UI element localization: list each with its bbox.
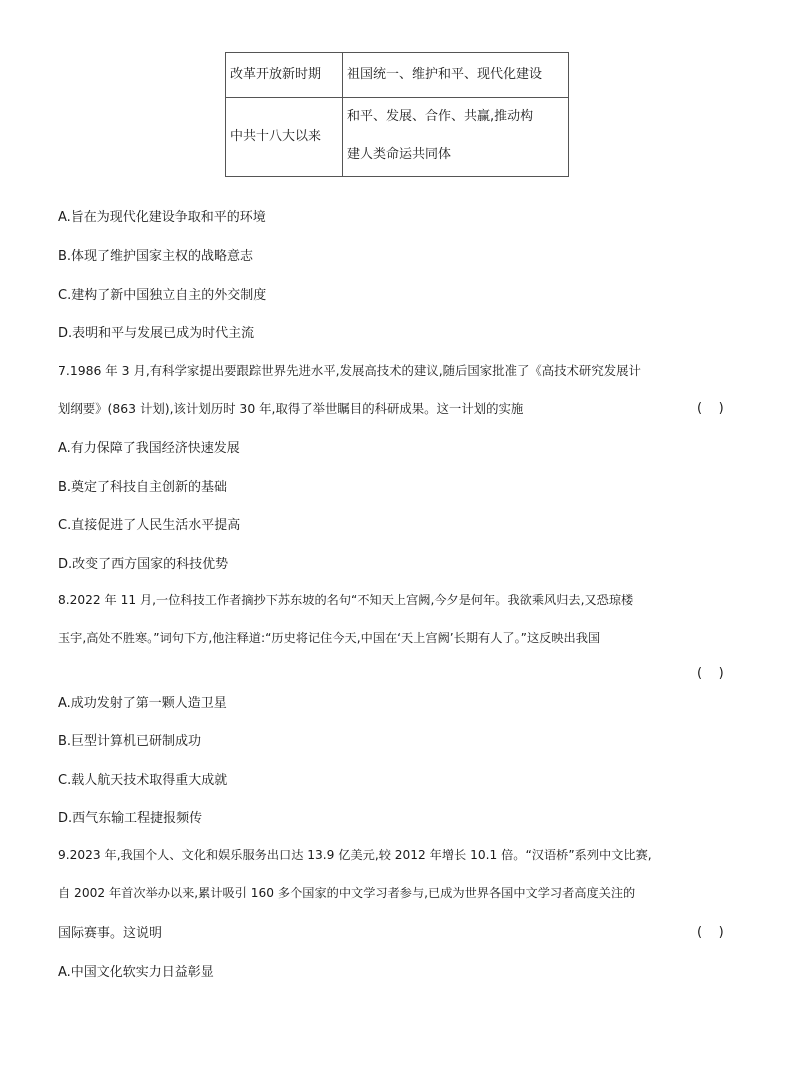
q8-stem-line2: 玉宇,高处不胜寒。”词句下方,他注释道:“历史将记住今天,中国在‘天上宫阙’长期有人了。”这反映出我国 <box>58 631 601 645</box>
table-cell-line: 建人类命运共同体 <box>347 147 452 162</box>
table-cell-period: 中共十八大以来 <box>226 98 343 177</box>
q6-option-b: B.体现了维护国家主权的战略意志 <box>58 249 254 264</box>
policy-table <box>225 52 569 177</box>
q9-answer-bracket: ( ) <box>697 925 724 940</box>
table-cell-content: 祖国统一、维护和平、现代化建设 <box>343 53 569 98</box>
q8-option-c: C.载人航天技术取得重大成就 <box>58 773 228 788</box>
q8-answer-bracket: ( ) <box>697 666 724 681</box>
q7-option-b: B.奠定了科技自主创新的基础 <box>58 480 228 495</box>
table-cell-line: 和平、发展、合作、共赢,推动构 <box>347 109 534 124</box>
table-row <box>226 98 569 177</box>
q8-option-d: D.西气东输工程捷报频传 <box>58 811 203 826</box>
q6-option-c: C.建构了新中国独立自主的外交制度 <box>58 288 267 303</box>
q8-option-b: B.巨型计算机已研制成功 <box>58 734 202 749</box>
table-row <box>226 53 569 98</box>
q6-option-a: A.旨在为现代化建设争取和平的环境 <box>58 210 266 225</box>
q9-stem-line2: 自 2002 年首次举办以来,累计吸引 160 多个国家的中文学习者参与,已成为世界各国中文学习者高度关注的 <box>58 886 636 900</box>
q9-stem-line3: 国际赛事。这说明 <box>58 926 163 941</box>
q6-option-d: D.表明和平与发展已成为时代主流 <box>58 326 255 341</box>
q9-stem-line1: 9.2023 年,我国个人、文化和娱乐服务出口达 13.9 亿美元,较 2012 年增长 10.1 倍。“汉语桥”系列中文比赛, <box>58 848 652 862</box>
q8-option-a: A.成功发射了第一颗人造卫星 <box>58 696 227 711</box>
q9-option-a: A.中国文化软实力日益彰显 <box>58 965 214 980</box>
table-cell-content <box>343 98 569 177</box>
q7-option-a: A.有力保障了我国经济快速发展 <box>58 441 240 456</box>
q7-option-d: D.改变了西方国家的科技优势 <box>58 557 229 572</box>
q7-stem-line2: 划纲要》(863 计划),该计划历时 30 年,取得了举世瞩目的科研成果。这一计划的实施 <box>58 401 524 416</box>
table-cell-period: 改革开放新时期 <box>226 53 343 98</box>
q7-answer-bracket: ( ) <box>697 401 724 416</box>
q8-stem-line1: 8.2022 年 11 月,一位科技工作者摘抄下苏东坡的名句“不知天上宫阙,今夕是何年。我欲乘风归去,又恐琼楼 <box>58 593 634 607</box>
q7-stem-line1: 7.1986 年 3 月,有科学家提出要跟踪世界先进水平,发展高技术的建议,随后国家批准了《高技术研究发展计 <box>58 363 641 378</box>
q7-option-c: C.直接促进了人民生活水平提高 <box>58 518 241 533</box>
